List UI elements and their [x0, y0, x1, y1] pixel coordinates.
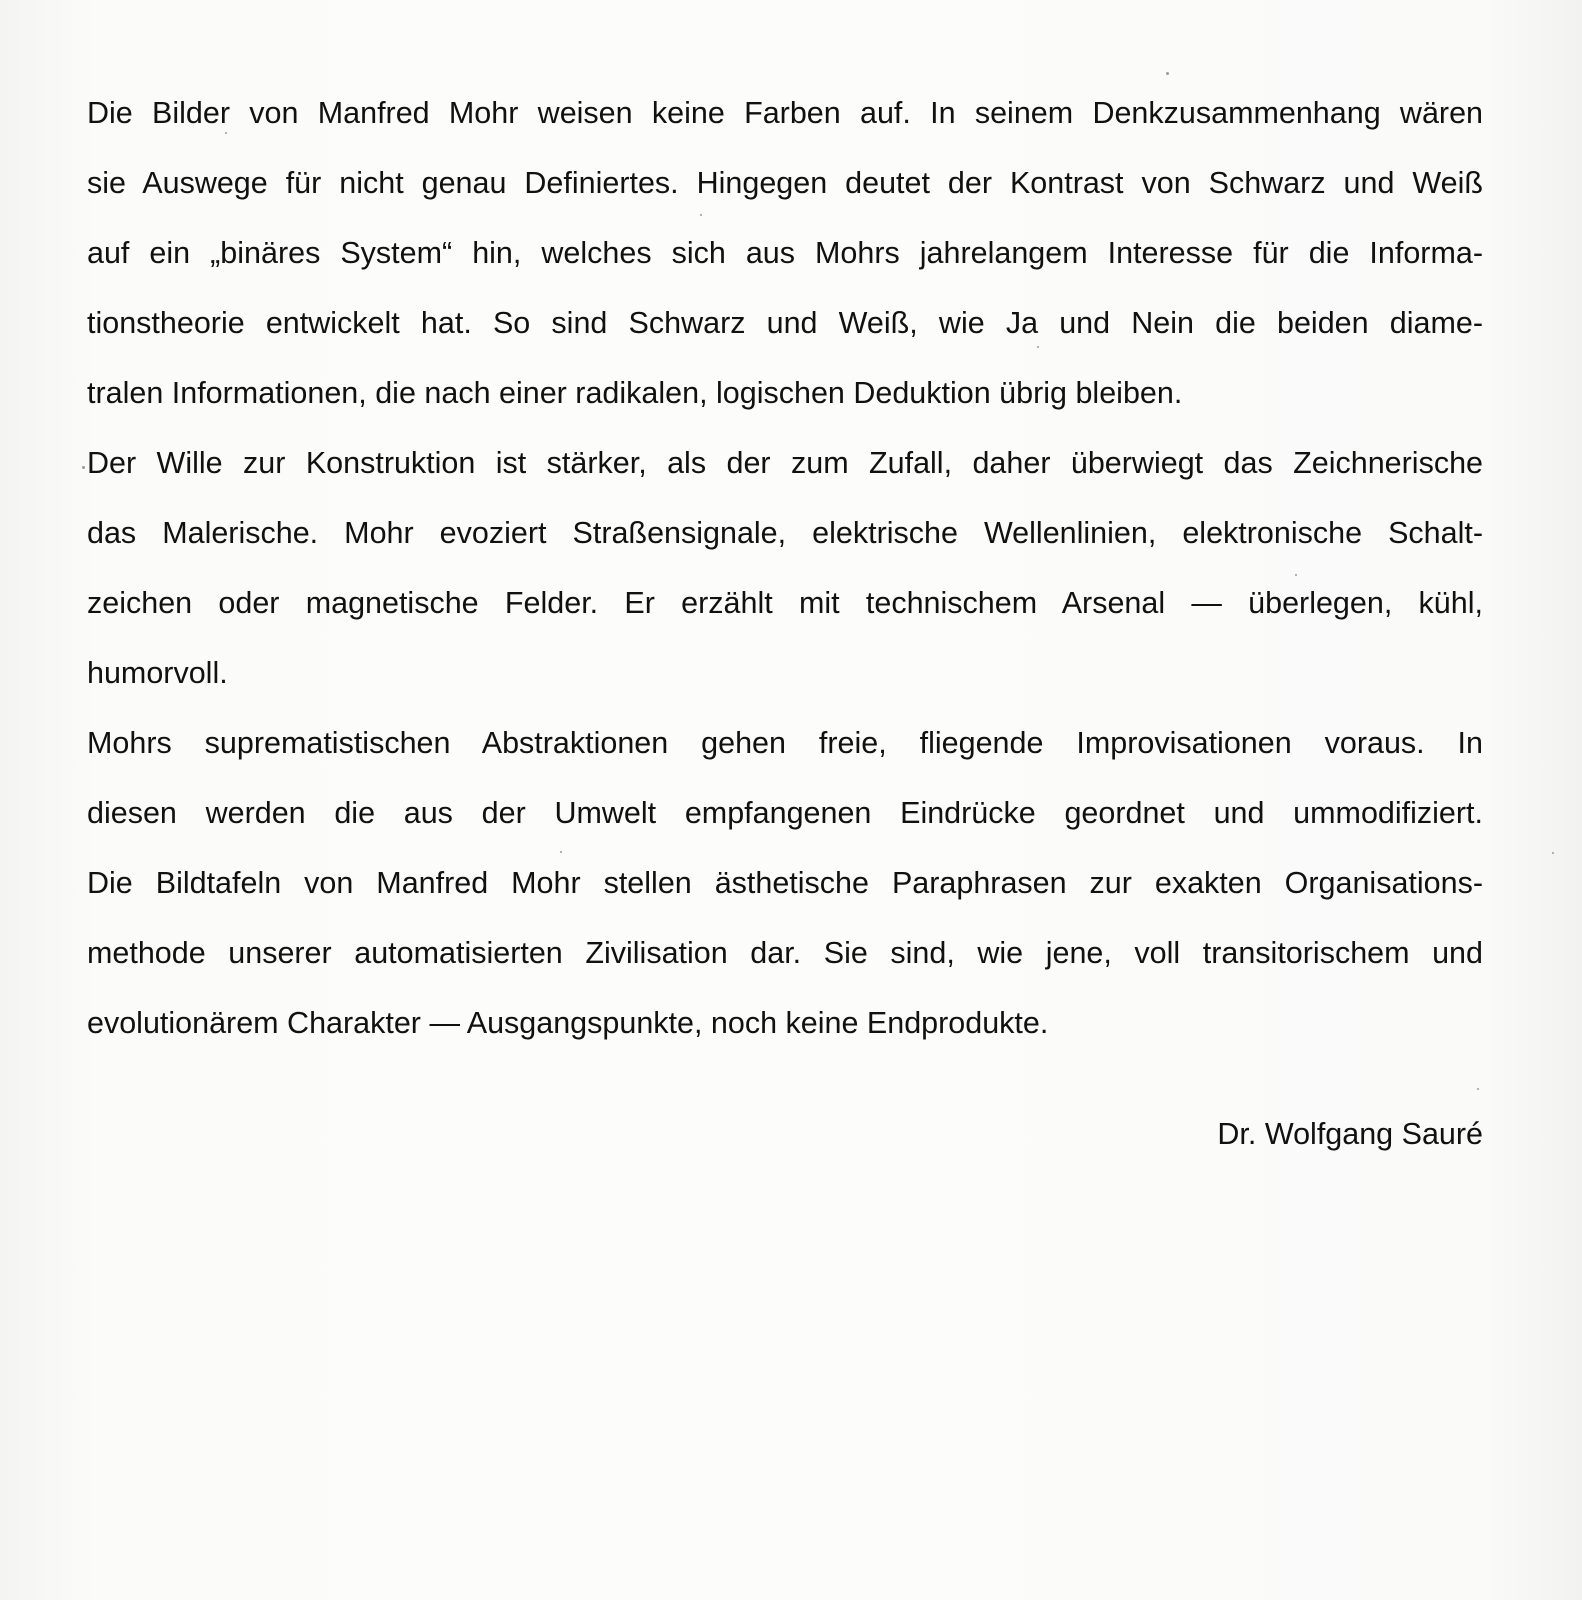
text-line: humorvoll. — [87, 656, 228, 690]
text-line: diesen werden die aus der Umwelt empfangenen Eindrücke geordnet und ummodifiziert. — [87, 796, 1483, 830]
text-line: zeichen oder magnetische Felder. Er erzählt mit technischem Arsenal — überlegen, kühl, — [87, 586, 1483, 620]
text-line: evolutionärem Charakter — Ausgangspunkte, noch keine Endprodukte. — [87, 1006, 1049, 1040]
text-line: Der Wille zur Konstruktion ist stärker, als der zum Zufall, daher überwiegt das Zeichnerische — [87, 446, 1483, 480]
paper-speck — [560, 851, 562, 853]
text-line: Die Bilder von Manfred Mohr weisen keine Farben auf. In seinem Denkzusammenhang wären — [87, 96, 1483, 130]
text-line: sie Auswege für nicht genau Definiertes. Hingegen deutet der Kontrast von Schwarz und Weiß — [87, 166, 1483, 200]
paper-speck — [1552, 852, 1554, 854]
text-line: das Malerische. Mohr evoziert Straßensignale, elektrische Wellenlinien, elektronische Schalt- — [87, 516, 1483, 550]
paper-speck — [1037, 346, 1039, 348]
paper-speck — [1295, 574, 1297, 576]
paper-speck — [225, 132, 227, 134]
paper-speck — [82, 466, 85, 469]
paper-speck — [700, 214, 702, 216]
text-line: methode unserer automatisierten Zivilisation dar. Sie sind, wie jene, voll transitorischem und — [87, 936, 1483, 970]
text-line: tralen Informationen, die nach einer radikalen, logischen Deduktion übrig bleiben. — [87, 376, 1183, 410]
author-signature: Dr. Wolfgang Sauré — [1217, 1117, 1483, 1151]
text-line: Die Bildtafeln von Manfred Mohr stellen ästhetische Paraphrasen zur exakten Organisations- — [87, 866, 1483, 900]
text-line: Mohrs suprematistischen Abstraktionen gehen freie, fliegende Improvisationen voraus. In — [87, 726, 1483, 760]
paper-speck — [1477, 1088, 1479, 1090]
text-line: tionstheorie entwickelt hat. So sind Schwarz und Weiß, wie Ja und Nein die beiden diame- — [87, 306, 1483, 340]
essay-text — [87, 78, 1483, 1058]
text-line: auf ein „binäres System“ hin, welches sich aus Mohrs jahrelangem Interesse für die Informa- — [87, 236, 1483, 270]
paper-speck — [1166, 72, 1169, 75]
